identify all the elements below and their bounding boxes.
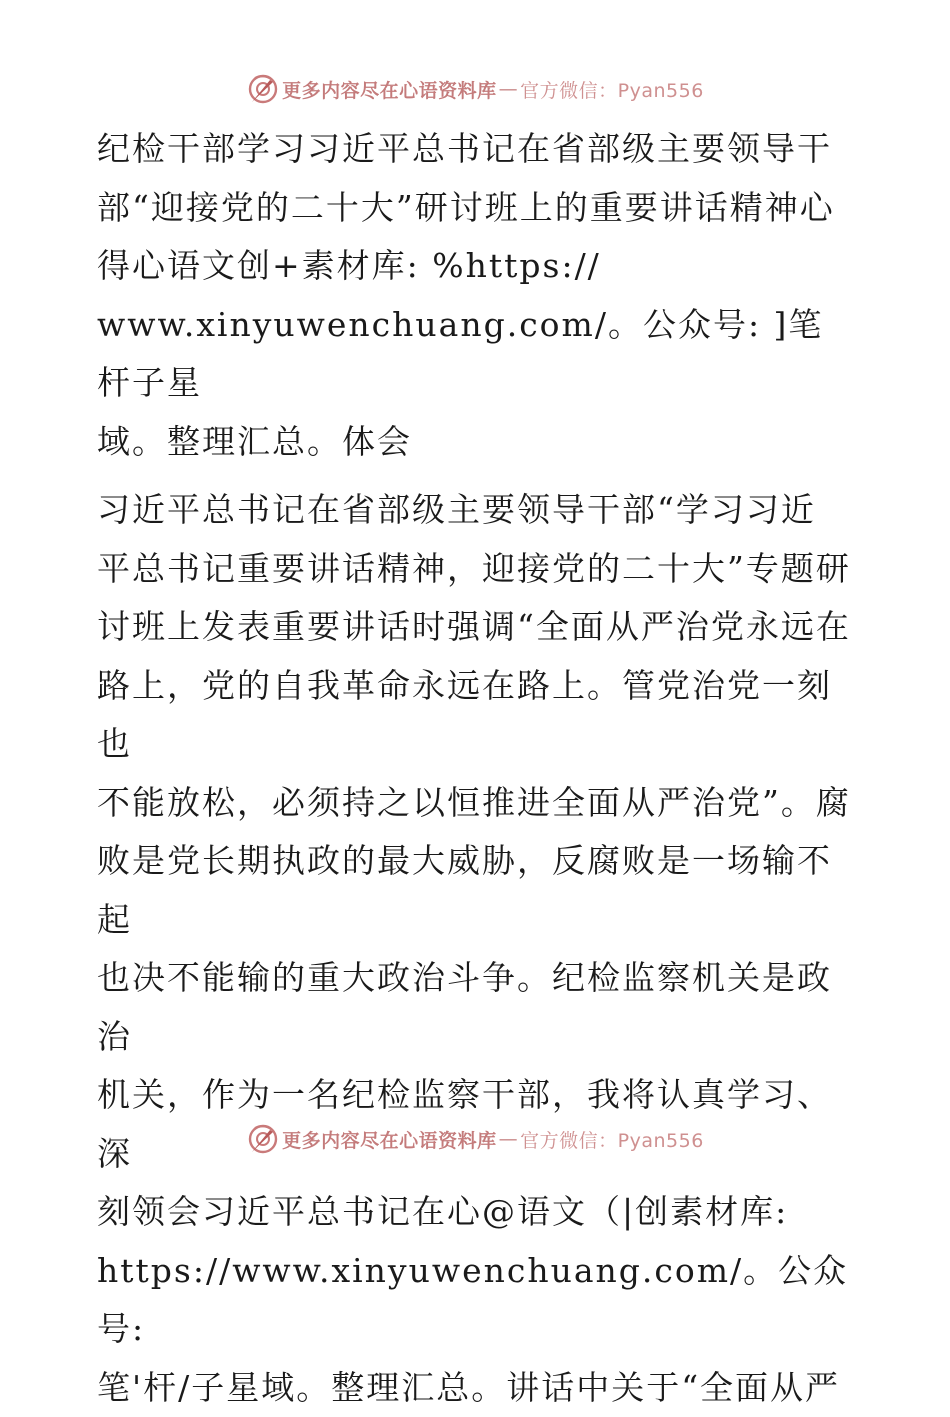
footer-watermark [0, 1122, 950, 1156]
text-line: 平总书记重要讲话精神，迎接党的二十大”专题研 [97, 540, 857, 599]
text-line: 路上，党的自我革命永远在路上。管党治党一刻也 [97, 657, 857, 774]
text-line: 笔'杆/子星域。整理汇总。讲话中关于“全面从严 [97, 1359, 857, 1417]
text-line: 也决不能输的重大政治斗争。纪检监察机关是政治 [97, 949, 857, 1066]
quill-logo-icon [246, 1122, 280, 1156]
paragraph-title [97, 120, 857, 471]
text-line: 域。整理汇总。体会 [97, 413, 857, 472]
document-body [97, 120, 857, 1417]
text-line: 习近平总书记在省部级主要领导干部“学习习近 [97, 481, 857, 540]
text-line: 得心语文创+素材库: %https:// [97, 237, 857, 296]
text-line: 败是党长期执政的最大威胁，反腐败是一场输不起 [97, 832, 857, 949]
text-line: 机关，作为一名纪检监察干部，我将认真学习、深 [97, 1066, 857, 1183]
text-line: https://www.xinyuwenchuang.com/。公众号: [97, 1242, 857, 1359]
text-line: 部“迎接党的二十大”研讨班上的重要讲话精神心 [97, 179, 857, 238]
paragraph-body [97, 481, 857, 1417]
text-line: 讨班上发表重要讲话时强调“全面从严治党永远在 [97, 598, 857, 657]
footer-wechat-text: 官方微信：Pyan556 [520, 1126, 704, 1153]
text-line: www.xinyuwenchuang.com/。公众号: ]笔杆子星 [97, 296, 857, 413]
text-line: 不能放松，必须持之以恒推进全面从严治党”。腐 [97, 774, 857, 833]
footer-brand-text: 更多内容尽在心语资料库 [282, 1126, 497, 1153]
footer-separator: — [499, 1128, 519, 1150]
header-brand-text: 更多内容尽在心语资料库 [282, 76, 497, 103]
text-line: 纪检干部学习习近平总书记在省部级主要领导干 [97, 120, 857, 179]
header-watermark [0, 72, 950, 106]
quill-logo-icon [246, 72, 280, 106]
header-separator: — [499, 78, 519, 100]
text-line: 刻领会习近平总书记在心@语文（|创素材库: [97, 1183, 857, 1242]
header-wechat-text: 官方微信：Pyan556 [520, 76, 704, 103]
